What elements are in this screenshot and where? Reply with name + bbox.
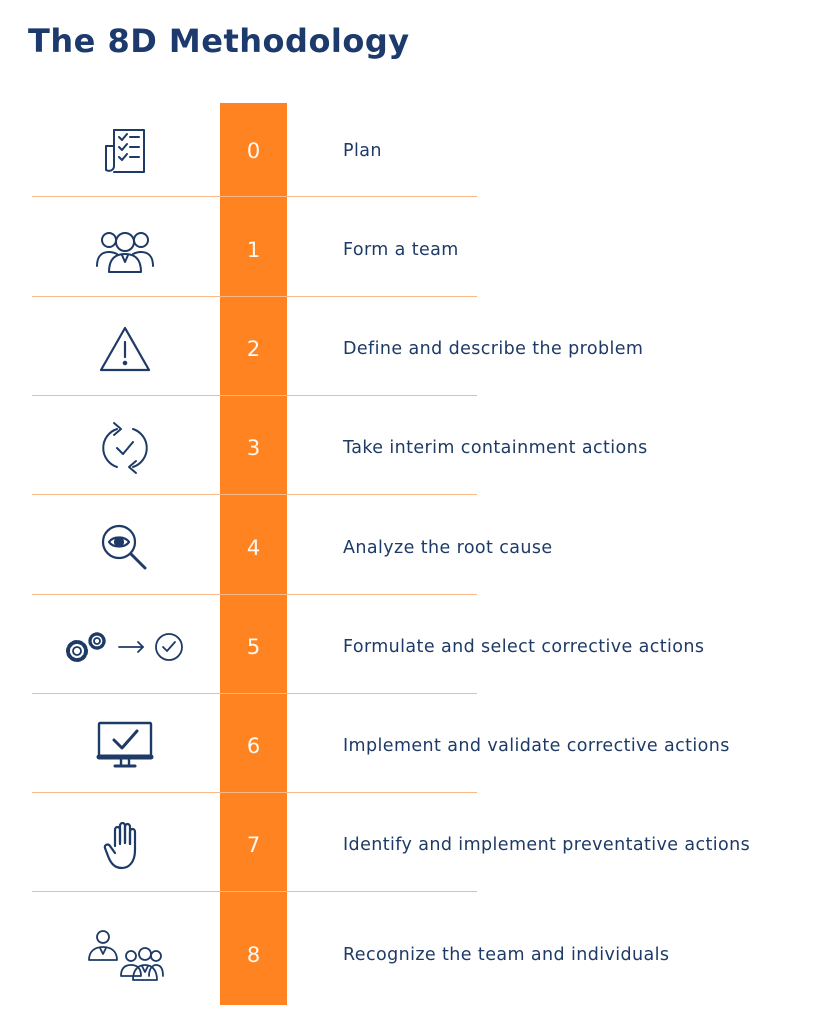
step-label: Form a team bbox=[343, 240, 459, 260]
cycle-check-icon bbox=[30, 399, 220, 497]
step-number: 8 bbox=[246, 943, 261, 967]
gears-arrow-check-icon bbox=[30, 598, 220, 696]
recognize-team-icon bbox=[30, 906, 220, 1004]
step-number: 5 bbox=[246, 635, 261, 659]
step-row-2 bbox=[0, 300, 822, 398]
step-label: Take interim containment actions bbox=[343, 438, 648, 458]
step-label: Plan bbox=[343, 141, 382, 161]
step-label: Recognize the team and individuals bbox=[343, 945, 670, 965]
row-divider bbox=[32, 594, 477, 595]
step-label: Formulate and select corrective actions bbox=[343, 637, 705, 657]
page-title: The 8D Methodology bbox=[28, 22, 410, 60]
step-number: 1 bbox=[246, 238, 261, 262]
step-row-7 bbox=[0, 796, 822, 894]
step-row-1 bbox=[0, 201, 822, 299]
step-number: 6 bbox=[246, 734, 261, 758]
row-divider bbox=[32, 296, 477, 297]
step-row-0 bbox=[0, 102, 822, 200]
step-number: 2 bbox=[246, 337, 261, 361]
monitor-check-icon bbox=[30, 697, 220, 795]
step-row-5 bbox=[0, 598, 822, 696]
warning-icon bbox=[30, 300, 220, 398]
team-icon bbox=[30, 201, 220, 299]
step-number: 0 bbox=[246, 139, 261, 163]
step-label: Analyze the root cause bbox=[343, 538, 553, 558]
step-number: 7 bbox=[246, 833, 261, 857]
step-number: 4 bbox=[246, 536, 261, 560]
row-divider bbox=[32, 891, 477, 892]
step-row-3 bbox=[0, 399, 822, 497]
step-row-4 bbox=[0, 499, 822, 597]
step-label: Define and describe the problem bbox=[343, 339, 644, 359]
step-number: 3 bbox=[246, 436, 261, 460]
step-label: Implement and validate corrective actions bbox=[343, 736, 730, 756]
row-divider bbox=[32, 494, 477, 495]
checklist-icon bbox=[30, 102, 220, 200]
row-divider bbox=[32, 395, 477, 396]
step-row-6 bbox=[0, 697, 822, 795]
step-label: Identify and implement preventative actions bbox=[343, 835, 751, 855]
hand-stop-icon bbox=[30, 796, 220, 894]
row-divider bbox=[32, 693, 477, 694]
row-divider bbox=[32, 792, 477, 793]
row-divider bbox=[32, 196, 477, 197]
step-row-8 bbox=[0, 906, 822, 1004]
magnifier-eye-icon bbox=[30, 499, 220, 597]
